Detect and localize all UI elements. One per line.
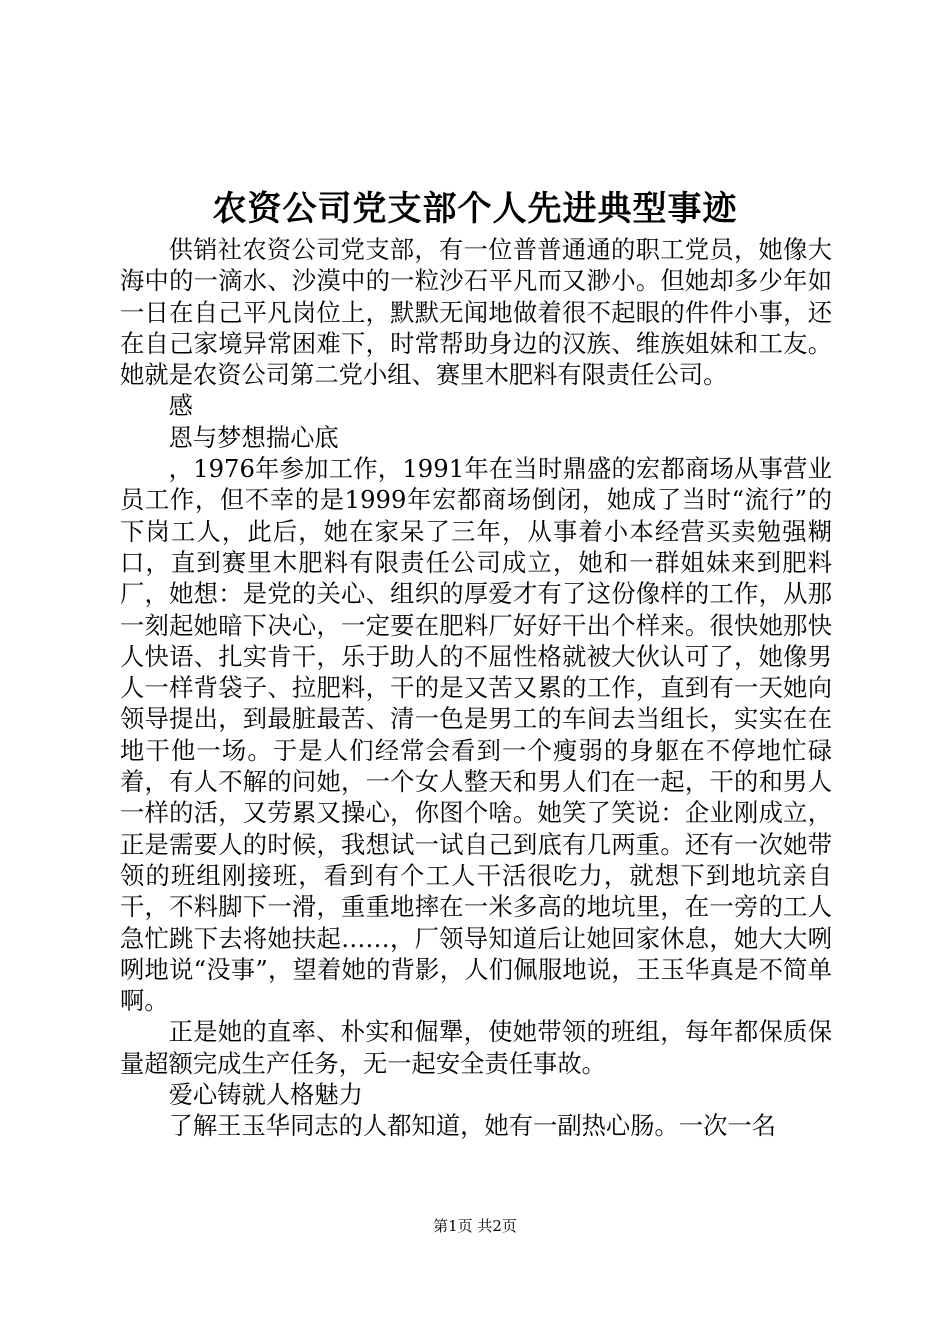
paragraph-heading-fragment: 感: [168, 391, 193, 421]
page-footer: 第1页 共2页: [433, 1217, 517, 1235]
document-body: [120, 234, 832, 1142]
paragraph-intro: 供销社农资公司党支部，有一位普普通通的职工党员，她像大海中的一滴水、沙漠中的一粒沙石平凡而又渺小。但她却多少年如一日在自己平凡岗位上，默默无闻地做着很不起眼的件件小事，还在自己家境异常困难下，时常帮助身边的汉族、维族姐妹和工友。她就是农资公司第二党小组、赛里木肥料有限责任公司。: [120, 235, 832, 390]
paragraph-continued: 了解王玉华同志的人都知道，她有一副热心肠。一次一名: [168, 1111, 777, 1141]
paragraph-section-heading: 恩与梦想揣心底: [168, 422, 339, 452]
paragraph-section-heading-2: 爱心铸就人格魅力: [168, 1080, 363, 1110]
document-title: 农资公司党支部个人先进典型事迹: [212, 189, 738, 229]
paragraph-story: ，1976年参加工作，1991年在当时鼎盛的宏都商场从事营业员工作，但不幸的是1999年宏都商场倒闭，她成了当时“流行”的下岗工人，此后，她在家呆了三年，从事着小本经营买卖勉强糊口，直到赛里木肥料有限责任公司成立，她和一群姐妹来到肥料厂，她想：是党的关心、组织的厚爱才有了这份像样的工作，从那一刻起她暗下决心，一定要在肥料厂好好干出个样来。很快她那快人快语、扎实肯干，乐于助人的不屈性格就被大伙认可了，她像男人一样背袋子、拉肥料，干的是又苦又累的工作，直到有一天她向领导提出，到最脏最苦、清一色是男工的车间去当组长，实实在在地干他一场。于是人们经常会看到一个瘦弱的身躯在不停地忙碌着，有人不解的问她，一个女人整天和男人们在一起，干的和男人一样的活，又劳累又操心，你图个啥。她笑了笑说：企业刚成立，正是需要人的时候，我想试一试自己到底有几两重。还有一次她带领的班组刚接班，看到有个工人干活很吃力，就想下到地坑亲自干，不料脚下一滑，重重地摔在一米多高的地坑里，在一旁的工人急忙跳下去将她扶起……，厂领导知道后让她回家休息，她大大咧咧地说“没事”，望着她的背影，人们佩服地说，王玉华真是不简单啊。: [120, 454, 832, 1016]
paragraph-summary: 正是她的直率、朴实和倔犟，使她带领的班组，每年都保质保量超额完成生产任务，无一起安全责任事故。: [120, 1017, 832, 1078]
